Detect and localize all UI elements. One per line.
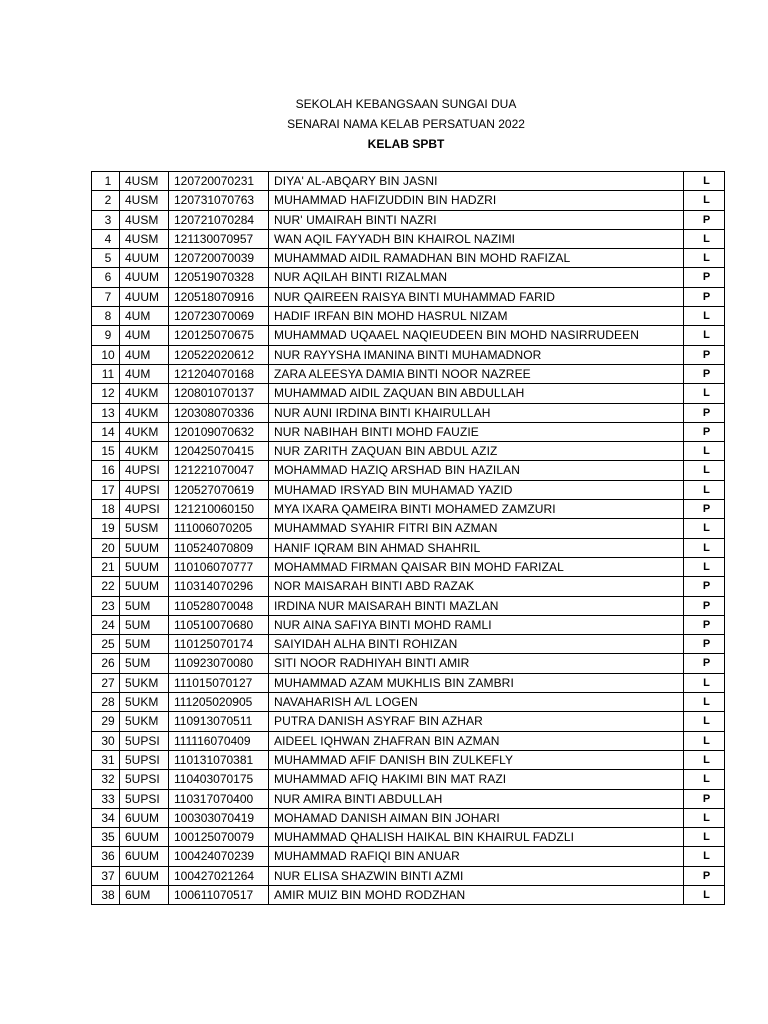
table-row <box>92 673 725 692</box>
student-name-cell: MUHAMMAD QHALISH HAIKAL BIN KHAIRUL FADZLI <box>269 828 684 847</box>
class-name-cell: 4UUM <box>120 287 169 306</box>
student-name-cell: HADIF IRFAN BIN MOHD HASRUL NIZAM <box>269 307 684 326</box>
student-name-cell: ZARA ALEESYA DAMIA BINTI NOOR NAZREE <box>269 364 684 383</box>
student-name-cell: IRDINA NUR MAISARAH BINTI MAZLAN <box>269 596 684 615</box>
ic-number-cell: 111006070205 <box>169 519 269 538</box>
class-name-cell: 5UPSI <box>120 750 169 769</box>
student-name-cell: AIDEEL IQHWAN ZHAFRAN BIN AZMAN <box>269 731 684 750</box>
row-number-cell: 29 <box>92 712 120 731</box>
table-row <box>92 461 725 480</box>
student-name-cell: NAVAHARISH A/L LOGEN <box>269 693 684 712</box>
ic-number-cell: 110528070048 <box>169 596 269 615</box>
ic-number-cell: 120109070632 <box>169 422 269 441</box>
row-number-cell: 1 <box>92 172 120 191</box>
student-name-cell: NUR AUNI IRDINA BINTI KHAIRULLAH <box>269 403 684 422</box>
student-name-cell: AMIR MUIZ BIN MOHD RODZHAN <box>269 885 684 904</box>
class-name-cell: 4UKM <box>120 442 169 461</box>
gender-cell: L <box>684 731 725 750</box>
class-name-cell: 6UUM <box>120 847 169 866</box>
student-name-cell: MUHAMMAD SYAHIR FITRI BIN AZMAN <box>269 519 684 538</box>
table-row <box>92 693 725 712</box>
class-name-cell: 4USM <box>120 191 169 210</box>
ic-number-cell: 110403070175 <box>169 770 269 789</box>
table-row <box>92 345 725 364</box>
student-name-cell: MUHAMMAD AIDIL ZAQUAN BIN ABDULLAH <box>269 384 684 403</box>
club-name: KELAB SPBT <box>367 137 445 151</box>
student-name-cell: NUR ELISA SHAZWIN BINTI AZMI <box>269 866 684 885</box>
class-name-cell: 4UM <box>120 364 169 383</box>
gender-cell: L <box>684 828 725 847</box>
class-name-cell: 4USM <box>120 229 169 248</box>
ic-number-cell: 111015070127 <box>169 673 269 692</box>
ic-number-cell: 120522020612 <box>169 345 269 364</box>
table-row <box>92 326 725 345</box>
gender-cell: L <box>684 885 725 904</box>
student-name-cell: NUR' UMAIRAH BINTI NAZRI <box>269 210 684 229</box>
gender-cell: P <box>684 364 725 383</box>
ic-number-cell: 120720070231 <box>169 172 269 191</box>
class-name-cell: 5UM <box>120 635 169 654</box>
table-row <box>92 538 725 557</box>
ic-number-cell: 121221070047 <box>169 461 269 480</box>
class-name-cell: 5UUM <box>120 577 169 596</box>
student-name-cell: NUR NABIHAH BINTI MOHD FAUZIE <box>269 422 684 441</box>
student-name-cell: NOR MAISARAH BINTI ABD RAZAK <box>269 577 684 596</box>
gender-cell: L <box>684 847 725 866</box>
student-name-cell: MUHAMMAD AIDIL RAMADHAN BIN MOHD RAFIZAL <box>269 249 684 268</box>
ic-number-cell: 121210060150 <box>169 500 269 519</box>
gender-cell: L <box>684 442 725 461</box>
gender-cell: L <box>684 191 725 210</box>
ic-number-cell: 111116070409 <box>169 731 269 750</box>
row-number-cell: 23 <box>92 596 120 615</box>
table-row <box>92 364 725 383</box>
row-number-cell: 12 <box>92 384 120 403</box>
row-number-cell: 30 <box>92 731 120 750</box>
student-name-cell: NUR QAIREEN RAISYA BINTI MUHAMMAD FARID <box>269 287 684 306</box>
row-number-cell: 10 <box>92 345 120 364</box>
ic-number-cell: 120125070675 <box>169 326 269 345</box>
ic-number-cell: 100611070517 <box>169 885 269 904</box>
row-number-cell: 26 <box>92 654 120 673</box>
table-row <box>92 172 725 191</box>
gender-cell: L <box>684 480 725 499</box>
table-row <box>92 866 725 885</box>
row-number-cell: 37 <box>92 866 120 885</box>
student-name-cell: WAN AQIL FAYYADH BIN KHAIROL NAZIMI <box>269 229 684 248</box>
row-number-cell: 4 <box>92 229 120 248</box>
gender-cell: L <box>684 326 725 345</box>
row-number-cell: 33 <box>92 789 120 808</box>
gender-cell: L <box>684 172 725 191</box>
ic-number-cell: 110510070680 <box>169 615 269 634</box>
gender-cell: P <box>684 596 725 615</box>
table-row <box>92 789 725 808</box>
table-row <box>92 307 725 326</box>
table-row <box>92 229 725 248</box>
gender-cell: P <box>684 866 725 885</box>
row-number-cell: 11 <box>92 364 120 383</box>
row-number-cell: 20 <box>92 538 120 557</box>
row-number-cell: 35 <box>92 828 120 847</box>
ic-number-cell: 120308070336 <box>169 403 269 422</box>
student-name-cell: HANIF IQRAM BIN AHMAD SHAHRIL <box>269 538 684 557</box>
ic-number-cell: 110131070381 <box>169 750 269 769</box>
gender-cell: L <box>684 229 725 248</box>
row-number-cell: 32 <box>92 770 120 789</box>
gender-cell: L <box>684 770 725 789</box>
table-row <box>92 191 725 210</box>
member-table <box>91 171 725 905</box>
member-table-body <box>92 172 725 905</box>
row-number-cell: 5 <box>92 249 120 268</box>
gender-cell: L <box>684 673 725 692</box>
table-row <box>92 654 725 673</box>
ic-number-cell: 120723070069 <box>169 307 269 326</box>
gender-cell: L <box>684 557 725 576</box>
class-name-cell: 5UKM <box>120 673 169 692</box>
list-title: SENARAI NAMA KELAB PERSATUAN 2022 <box>287 117 525 131</box>
gender-cell: P <box>684 615 725 634</box>
gender-cell: P <box>684 500 725 519</box>
ic-number-cell: 120721070284 <box>169 210 269 229</box>
table-row <box>92 287 725 306</box>
ic-number-cell: 120519070328 <box>169 268 269 287</box>
row-number-cell: 24 <box>92 615 120 634</box>
row-number-cell: 36 <box>92 847 120 866</box>
row-number-cell: 27 <box>92 673 120 692</box>
table-row <box>92 635 725 654</box>
row-number-cell: 14 <box>92 422 120 441</box>
student-name-cell: MUHAMAD IRSYAD BIN MUHAMAD YAZID <box>269 480 684 499</box>
ic-number-cell: 110524070809 <box>169 538 269 557</box>
class-name-cell: 4USM <box>120 172 169 191</box>
gender-cell: L <box>684 750 725 769</box>
ic-number-cell: 110317070400 <box>169 789 269 808</box>
row-number-cell: 18 <box>92 500 120 519</box>
document-header <box>0 94 768 154</box>
gender-cell: L <box>684 307 725 326</box>
class-name-cell: 5UKM <box>120 693 169 712</box>
gender-cell: P <box>684 577 725 596</box>
student-name-cell: MOHAMMAD FIRMAN QAISAR BIN MOHD FARIZAL <box>269 557 684 576</box>
table-row <box>92 808 725 827</box>
table-row <box>92 384 725 403</box>
ic-number-cell: 100125070079 <box>169 828 269 847</box>
ic-number-cell: 111205020905 <box>169 693 269 712</box>
class-name-cell: 4UM <box>120 326 169 345</box>
student-name-cell: NUR ZARITH ZAQUAN BIN ABDUL AZIZ <box>269 442 684 461</box>
student-name-cell: MYA IXARA QAMEIRA BINTI MOHAMED ZAMZURI <box>269 500 684 519</box>
class-name-cell: 5UPSI <box>120 789 169 808</box>
row-number-cell: 19 <box>92 519 120 538</box>
ic-number-cell: 120731070763 <box>169 191 269 210</box>
table-row <box>92 731 725 750</box>
gender-cell: L <box>684 538 725 557</box>
table-row <box>92 615 725 634</box>
student-name-cell: PUTRA DANISH ASYRAF BIN AZHAR <box>269 712 684 731</box>
table-row <box>92 828 725 847</box>
gender-cell: L <box>684 712 725 731</box>
table-row <box>92 596 725 615</box>
class-name-cell: 4UPSI <box>120 480 169 499</box>
class-name-cell: 6UM <box>120 885 169 904</box>
class-name-cell: 5UM <box>120 596 169 615</box>
row-number-cell: 6 <box>92 268 120 287</box>
table-row <box>92 557 725 576</box>
ic-number-cell: 120527070619 <box>169 480 269 499</box>
class-name-cell: 4USM <box>120 210 169 229</box>
table-row <box>92 403 725 422</box>
class-name-cell: 5UPSI <box>120 731 169 750</box>
ic-number-cell: 121130070957 <box>169 229 269 248</box>
table-row <box>92 249 725 268</box>
student-name-cell: NUR AINA SAFIYA BINTI MOHD RAMLI <box>269 615 684 634</box>
class-name-cell: 4UKM <box>120 384 169 403</box>
table-row <box>92 268 725 287</box>
student-name-cell: MUHAMMAD UQAAEL NAQIEUDEEN BIN MOHD NASIRRUDEEN <box>269 326 684 345</box>
student-name-cell: MUHAMMAD AFIQ HAKIMI BIN MAT RAZI <box>269 770 684 789</box>
class-name-cell: 5UM <box>120 654 169 673</box>
table-row <box>92 500 725 519</box>
table-row <box>92 442 725 461</box>
row-number-cell: 9 <box>92 326 120 345</box>
class-name-cell: 5UPSI <box>120 770 169 789</box>
ic-number-cell: 120518070916 <box>169 287 269 306</box>
class-name-cell: 4UKM <box>120 422 169 441</box>
ic-number-cell: 121204070168 <box>169 364 269 383</box>
row-number-cell: 8 <box>92 307 120 326</box>
table-row <box>92 422 725 441</box>
table-row <box>92 577 725 596</box>
student-name-cell: NUR AMIRA BINTI ABDULLAH <box>269 789 684 808</box>
ic-number-cell: 120801070137 <box>169 384 269 403</box>
ic-number-cell: 100424070239 <box>169 847 269 866</box>
gender-cell: L <box>684 519 725 538</box>
gender-cell: P <box>684 789 725 808</box>
student-name-cell: MUHAMMAD AZAM MUKHLIS BIN ZAMBRI <box>269 673 684 692</box>
gender-cell: L <box>684 808 725 827</box>
class-name-cell: 4UM <box>120 345 169 364</box>
student-name-cell: SITI NOOR RADHIYAH BINTI AMIR <box>269 654 684 673</box>
class-name-cell: 4UKM <box>120 403 169 422</box>
student-name-cell: MUHAMMAD RAFIQI BIN ANUAR <box>269 847 684 866</box>
class-name-cell: 6UUM <box>120 828 169 847</box>
ic-number-cell: 120425070415 <box>169 442 269 461</box>
class-name-cell: 6UUM <box>120 866 169 885</box>
row-number-cell: 22 <box>92 577 120 596</box>
table-row <box>92 847 725 866</box>
row-number-cell: 31 <box>92 750 120 769</box>
gender-cell: L <box>684 384 725 403</box>
class-name-cell: 5UUM <box>120 557 169 576</box>
student-name-cell: DIYA' AL-ABQARY BIN JASNI <box>269 172 684 191</box>
ic-number-cell: 110923070080 <box>169 654 269 673</box>
gender-cell: P <box>684 403 725 422</box>
table-row <box>92 885 725 904</box>
gender-cell: P <box>684 268 725 287</box>
row-number-cell: 16 <box>92 461 120 480</box>
class-name-cell: 5UUM <box>120 538 169 557</box>
row-number-cell: 15 <box>92 442 120 461</box>
gender-cell: P <box>684 287 725 306</box>
row-number-cell: 17 <box>92 480 120 499</box>
table-row <box>92 210 725 229</box>
row-number-cell: 13 <box>92 403 120 422</box>
table-row <box>92 750 725 769</box>
row-number-cell: 25 <box>92 635 120 654</box>
student-name-cell: MUHAMMAD HAFIZUDDIN BIN HADZRI <box>269 191 684 210</box>
gender-cell: P <box>684 422 725 441</box>
ic-number-cell: 100427021264 <box>169 866 269 885</box>
row-number-cell: 21 <box>92 557 120 576</box>
row-number-cell: 7 <box>92 287 120 306</box>
class-name-cell: 5UKM <box>120 712 169 731</box>
gender-cell: L <box>684 693 725 712</box>
table-row <box>92 519 725 538</box>
row-number-cell: 28 <box>92 693 120 712</box>
student-name-cell: MOHAMMAD HAZIQ ARSHAD BIN HAZILAN <box>269 461 684 480</box>
ic-number-cell: 100303070419 <box>169 808 269 827</box>
gender-cell: L <box>684 461 725 480</box>
class-name-cell: 5UM <box>120 615 169 634</box>
class-name-cell: 4UUM <box>120 268 169 287</box>
table-row <box>92 770 725 789</box>
student-name-cell: MOHAMAD DANISH AIMAN BIN JOHARI <box>269 808 684 827</box>
gender-cell: P <box>684 635 725 654</box>
class-name-cell: 4UUM <box>120 249 169 268</box>
row-number-cell: 2 <box>92 191 120 210</box>
school-name: SEKOLAH KEBANGSAAN SUNGAI DUA <box>295 97 517 111</box>
table-row <box>92 712 725 731</box>
student-name-cell: MUHAMMAD AFIF DANISH BIN ZULKEFLY <box>269 750 684 769</box>
ic-number-cell: 120720070039 <box>169 249 269 268</box>
class-name-cell: 4UPSI <box>120 461 169 480</box>
class-name-cell: 4UPSI <box>120 500 169 519</box>
student-name-cell: SAIYIDAH ALHA BINTI ROHIZAN <box>269 635 684 654</box>
ic-number-cell: 110125070174 <box>169 635 269 654</box>
gender-cell: P <box>684 210 725 229</box>
class-name-cell: 4UM <box>120 307 169 326</box>
ic-number-cell: 110106070777 <box>169 557 269 576</box>
ic-number-cell: 110913070511 <box>169 712 269 731</box>
row-number-cell: 34 <box>92 808 120 827</box>
row-number-cell: 3 <box>92 210 120 229</box>
class-name-cell: 6UUM <box>120 808 169 827</box>
class-name-cell: 5USM <box>120 519 169 538</box>
gender-cell: P <box>684 345 725 364</box>
student-name-cell: NUR RAYYSHA IMANINA BINTI MUHAMADNOR <box>269 345 684 364</box>
row-number-cell: 38 <box>92 885 120 904</box>
ic-number-cell: 110314070296 <box>169 577 269 596</box>
student-name-cell: NUR AQILAH BINTI RIZALMAN <box>269 268 684 287</box>
gender-cell: P <box>684 654 725 673</box>
gender-cell: L <box>684 249 725 268</box>
table-row <box>92 480 725 499</box>
